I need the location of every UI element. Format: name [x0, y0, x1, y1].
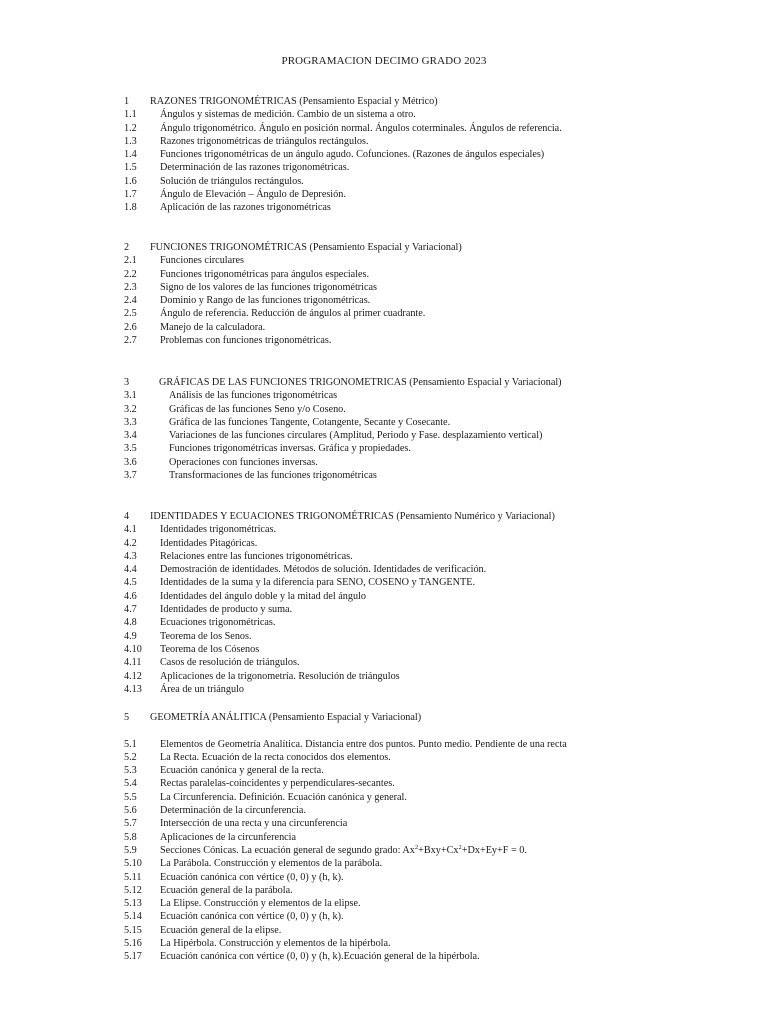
item-text: Funciones circulares	[160, 255, 245, 267]
item-number: 4.3	[124, 550, 137, 562]
list-item	[124, 403, 744, 416]
list-item	[124, 175, 744, 188]
list-item	[124, 817, 744, 830]
list-item	[124, 616, 744, 629]
item-number: 2.5	[124, 308, 137, 320]
list-item	[124, 294, 744, 307]
list-item	[124, 576, 744, 589]
list-item	[124, 924, 744, 937]
section-tag: (Pensamiento Numérico y Variacional)	[396, 511, 555, 522]
list-item	[124, 643, 744, 656]
item-number: 5.17	[124, 951, 142, 963]
list-item	[124, 656, 744, 669]
list-item	[124, 871, 744, 884]
item-text: Ecuaciones trigonométricas.	[160, 617, 276, 629]
item-number: 1.5	[124, 162, 137, 174]
list-item	[124, 777, 744, 790]
list-item	[124, 791, 744, 804]
list-item	[124, 910, 744, 923]
item-number: 3.4	[124, 430, 137, 442]
item-number: 2.3	[124, 281, 137, 293]
list-item	[124, 550, 744, 563]
list-item	[124, 831, 744, 844]
list-item	[124, 603, 744, 616]
item-text: Dominio y Rango de las funciones trigonométricas.	[160, 295, 371, 307]
item-number: 3.2	[124, 403, 137, 415]
item-number: 2.6	[124, 321, 137, 333]
list-item	[124, 122, 744, 135]
section-1	[124, 95, 744, 215]
list-item	[124, 148, 744, 161]
item-number: 5.12	[124, 884, 142, 896]
item-text: Funciones trigonométricas para ángulos especiales.	[160, 268, 370, 280]
exponent: 2	[414, 843, 419, 851]
item-text: Ángulo de Elevación – Ángulo de Depresión.	[160, 189, 346, 201]
list-item	[124, 201, 744, 214]
section-title: FUNCIONES TRIGONOMÉTRICAS	[150, 242, 307, 253]
section-5	[124, 711, 744, 964]
list-item	[124, 844, 744, 857]
item-text: Aplicaciones de la circunferencia	[160, 831, 297, 843]
list-item	[124, 884, 744, 897]
list-item	[124, 683, 744, 696]
item-number: 5.16	[124, 938, 142, 950]
section-number: 4	[124, 511, 130, 522]
item-text: Identidades de la suma y la diferencia para SENO, COSENO y TANGENTE.	[160, 577, 476, 589]
list-item	[124, 456, 744, 469]
item-text: La Elipse. Construcción y elementos de la elipse.	[160, 898, 361, 910]
item-number: 5.6	[124, 805, 137, 817]
section-number: 1	[124, 96, 130, 107]
item-text	[160, 845, 527, 856]
item-number: 5.10	[124, 858, 142, 870]
item-number: 5.3	[124, 765, 137, 777]
section-2	[124, 241, 744, 347]
item-text: Funciones trigonométricas de un ángulo agudo. Cofunciones. (Razones de ángulos especiales)	[160, 149, 545, 161]
item-text: Variaciones de las funciones circulares (Amplitud, Periodo y Fase. desplazamiento vertical)	[169, 430, 543, 442]
item-text: Ecuación canónica y general de la recta.	[160, 765, 324, 777]
item-number: 1.7	[124, 189, 137, 201]
list-item	[124, 268, 744, 281]
list-item	[124, 188, 744, 201]
item-text: Solución de triángulos rectángulos.	[160, 175, 304, 187]
item-text: La Parábola. Construcción y elementos de la parábola.	[160, 858, 383, 870]
item-number: 4.7	[124, 604, 137, 616]
section-title: RAZONES TRIGONOMÉTRICAS	[150, 96, 297, 107]
item-text: Manejo de la calculadora.	[160, 321, 266, 333]
item-text: Gráficas de las funciones Seno y/o Coseno.	[169, 403, 346, 415]
item-text: Casos de resolución de triángulos.	[160, 657, 300, 669]
item-number: 4.5	[124, 577, 137, 589]
list-item	[124, 334, 744, 347]
item-number: 5.4	[124, 778, 137, 790]
item-text: Identidades del ángulo doble y la mitad del ángulo	[160, 590, 366, 602]
item-text: Intersección de una recta y una circunferencia	[160, 818, 348, 830]
item-text: Ecuación general de la parábola.	[160, 884, 293, 896]
document-title: PROGRAMACION DECIMO GRADO 2023	[281, 55, 487, 67]
section-title: GEOMETRÍA ANÁLITICA	[150, 712, 267, 723]
list-item	[124, 321, 744, 334]
item-text: Ángulo de referencia. Reducción de ángulos al primer cuadrante.	[160, 308, 426, 320]
equation-text: +Dx+Ey+F = 0.	[461, 844, 527, 856]
item-number: 4.8	[124, 617, 137, 629]
list-item	[124, 281, 744, 294]
item-text: Elementos de Geometría Analítica. Distancia entre dos puntos. Punto medio. Pendiente de una recta	[160, 738, 567, 750]
list-item	[124, 804, 744, 817]
item-number: 5.9	[124, 844, 137, 856]
item-number: 2.2	[124, 268, 137, 280]
item-text: Ecuación canónica con vértice (0, 0) y (h, k).	[160, 871, 344, 883]
item-text: Problemas con funciones trigonométricas.	[160, 335, 332, 347]
list-item	[124, 670, 744, 683]
item-text: Aplicación de las razones trigonométricas	[160, 202, 331, 214]
list-item	[124, 416, 744, 429]
item-text: Signo de los valores de las funciones trigonométricas	[160, 281, 378, 293]
item-text: Área de un triángulo	[160, 683, 245, 695]
item-text: Funciones trigonométricas inversas. Gráfica y propiedades.	[169, 443, 411, 455]
item-number: 5.14	[124, 911, 142, 923]
item-text: La Recta. Ecuación de la recta conocidos dos elementos.	[160, 751, 391, 763]
item-text: Aplicaciones de la trigonometría. Resolución de triángulos	[160, 670, 400, 682]
item-number: 1.8	[124, 202, 137, 214]
item-number: 3.6	[124, 456, 137, 468]
section-tag: (Pensamiento Espacial y Variacional)	[309, 242, 462, 253]
section-4	[124, 510, 744, 696]
item-number: 2.7	[124, 335, 137, 347]
section-number: 2	[124, 242, 130, 253]
item-number: 1.4	[124, 149, 137, 161]
item-text: Razones trigonométricas de triángulos rectángulos.	[160, 135, 369, 147]
item-text: Gráfica de las funciones Tangente, Cotangente, Secante y Cosecante.	[169, 416, 451, 428]
section-tag: (Pensamiento Espacial y Variacional)	[409, 377, 562, 388]
item-number: 5.11	[124, 871, 142, 883]
item-text: Ángulos y sistemas de medición. Cambio de un sistema a otro.	[160, 109, 416, 121]
item-text: Ecuación general de la elipse.	[160, 924, 282, 936]
list-item	[124, 738, 744, 751]
list-item	[124, 108, 744, 121]
section-heading	[124, 711, 744, 724]
section-title: IDENTIDADES Y ECUACIONES TRIGONOMÉTRICAS	[150, 511, 394, 522]
item-text: Rectas paralelas-coincidentes y perpendiculares-secantes.	[160, 778, 395, 790]
item-number: 4.12	[124, 670, 142, 682]
item-text: Operaciones con funciones inversas.	[169, 456, 318, 468]
item-number: 5.15	[124, 924, 142, 936]
list-item	[124, 307, 744, 320]
item-number: 5.2	[124, 751, 137, 763]
exponent: 2	[458, 843, 462, 851]
item-text: La Circunferencia. Definición. Ecuación canónica y general.	[160, 791, 407, 803]
list-item	[124, 630, 744, 643]
item-text: Identidades de producto y suma.	[160, 604, 293, 616]
section-number: 3	[124, 377, 130, 388]
item-text: La Hipérbola. Construcción y elementos de la hipérbola.	[160, 938, 391, 950]
item-number: 2.1	[124, 255, 137, 267]
item-text: Determinación de la circunferencia.	[160, 805, 306, 817]
item-text: Relaciones entre las funciones trigonométricas.	[160, 550, 353, 562]
section-heading	[124, 510, 744, 523]
equation-text: Secciones Cónicas. La ecuación general de segundo grado: Ax	[160, 844, 415, 856]
item-number: 2.4	[124, 295, 137, 307]
section-tag: (Pensamiento Espacial y Variacional)	[268, 712, 422, 723]
list-item	[124, 563, 744, 576]
item-number: 3.1	[124, 390, 137, 402]
section-3	[124, 376, 744, 482]
item-number: 5.13	[124, 898, 142, 910]
item-text: Teorema de los Senos.	[160, 630, 252, 642]
item-text: Transformaciones de las funciones trigonométricas	[169, 470, 377, 482]
item-number: 5.5	[124, 791, 137, 803]
item-text: Ecuación canónica con vértice (0, 0) y (h, k).	[160, 911, 344, 923]
item-text: Determinación de las razones trigonométricas.	[160, 162, 350, 174]
section-heading	[124, 376, 744, 389]
section-tag: (Pensamiento Espacial y Métrico)	[299, 96, 438, 107]
item-text: Ángulo trigonométrico. Ángulo en posición normal. Ángulos coterminales. Ángulos de referencia.	[160, 122, 562, 134]
item-text: Teorema de los Cósenos	[160, 643, 260, 655]
list-item	[124, 751, 744, 764]
item-number: 4.1	[124, 524, 137, 536]
section-heading	[124, 241, 744, 254]
list-item	[124, 429, 744, 442]
list-item	[124, 764, 744, 777]
item-text: Identidades Pitagóricas.	[160, 537, 258, 549]
item-number: 5.1	[124, 738, 137, 750]
item-number: 5.7	[124, 818, 137, 830]
list-item	[124, 442, 744, 455]
item-text: Ecuación canónica con vértice (0, 0) y (h, k).Ecuación general de la hipérbola.	[160, 951, 480, 963]
item-number: 4.10	[124, 643, 142, 655]
list-item	[124, 135, 744, 148]
list-item	[124, 161, 744, 174]
equation-text: +Bxy+Cx	[418, 844, 459, 856]
item-number: 4.13	[124, 683, 142, 695]
list-item	[124, 254, 744, 267]
item-number: 1.3	[124, 135, 137, 147]
item-text: Identidades trigonométricas.	[160, 524, 276, 536]
list-item	[124, 857, 744, 870]
item-number: 5.8	[124, 831, 137, 843]
list-item	[124, 897, 744, 910]
item-number: 4.11	[124, 657, 142, 669]
list-item	[124, 389, 744, 402]
item-text: Demostración de identidades. Métodos de solución. Identidades de verificación.	[160, 564, 487, 576]
item-number: 4.6	[124, 590, 137, 602]
list-item	[124, 469, 744, 482]
item-number: 3.5	[124, 443, 137, 455]
item-number: 3.7	[124, 470, 137, 482]
item-number: 3.3	[124, 416, 137, 428]
item-number: 4.9	[124, 630, 137, 642]
list-item	[124, 590, 744, 603]
section-number: 5	[124, 712, 130, 723]
item-number: 4.4	[124, 564, 137, 576]
list-item	[124, 950, 744, 963]
list-item	[124, 937, 744, 950]
section-heading	[124, 95, 744, 108]
item-text: Análisis de las funciones trigonométricas	[169, 390, 338, 402]
list-item	[124, 537, 744, 550]
item-number: 1.1	[124, 109, 137, 121]
item-number: 1.6	[124, 175, 137, 187]
section-title: GRÁFICAS DE LAS FUNCIONES TRIGONOMETRICAS	[159, 377, 407, 388]
list-item	[124, 523, 744, 536]
item-number: 1.2	[124, 122, 137, 134]
item-number: 4.2	[124, 537, 137, 549]
